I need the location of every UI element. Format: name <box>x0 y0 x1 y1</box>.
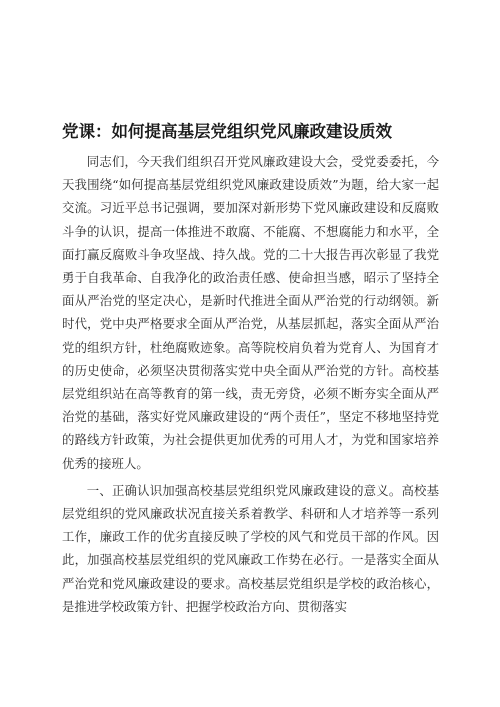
document-body <box>62 150 439 618</box>
paragraph-section-one: 一、正确认识加强高校基层党组织党风廉政建设的意义。高校基层党组织的党风廉政状况直接关系着教学、科研和人才培养等一系列工作，廉政工作的优劣直接反映了学校的风气和党员干部的作风。因此，加强高校基层党组织的党风廉政工作势在必行。一是落实全面从严治党和党风廉政建设的要求。高校基层党组织是学校的政治核心，是推进学校政策方针、把握学校政治方向、贯彻落实 <box>62 482 439 614</box>
document-title: 党课：如何提高基层党组织党风廉政建设质效 <box>62 122 392 141</box>
paragraph-intro: 同志们，今天我们组织召开党风廉政建设大会，受党委委托，今天我围绕“如何提高基层党组织党风廉政建设质效”为题，给大家一起交流。习近平总书记强调，要加深对新形势下党风廉政建设和反腐败斗争的认识，提高一体推进不敢腐、不能腐、不想腐能力和水平，全面打赢反腐败斗争攻坚战、持久战。党的二十大报告再次彰显了我党勇于自我革命、自我净化的政治责任感、使命担当感，昭示了坚持全面从严治党的坚定决心，是新时代推进全面从严治党的行动纲领。新时代，党中央严格要求全面从严治党，从基层抓起，落实全面从严治党的组织方针，杜绝腐败迹象。高等院校肩负着为党育人、为国育才的历史使命，必须坚决贯彻落实党中央全面从严治党的方针。高校基层党组织站在高等教育的第一线，责无旁贷，必须不断夯实全面从严治党的基础，落实好党风廉政建设的“两个责任”，坚定不移地坚持党的路线方针政策，为社会提供更加优秀的可用人才，为党和国家培养优秀的接班人。 <box>62 154 439 471</box>
